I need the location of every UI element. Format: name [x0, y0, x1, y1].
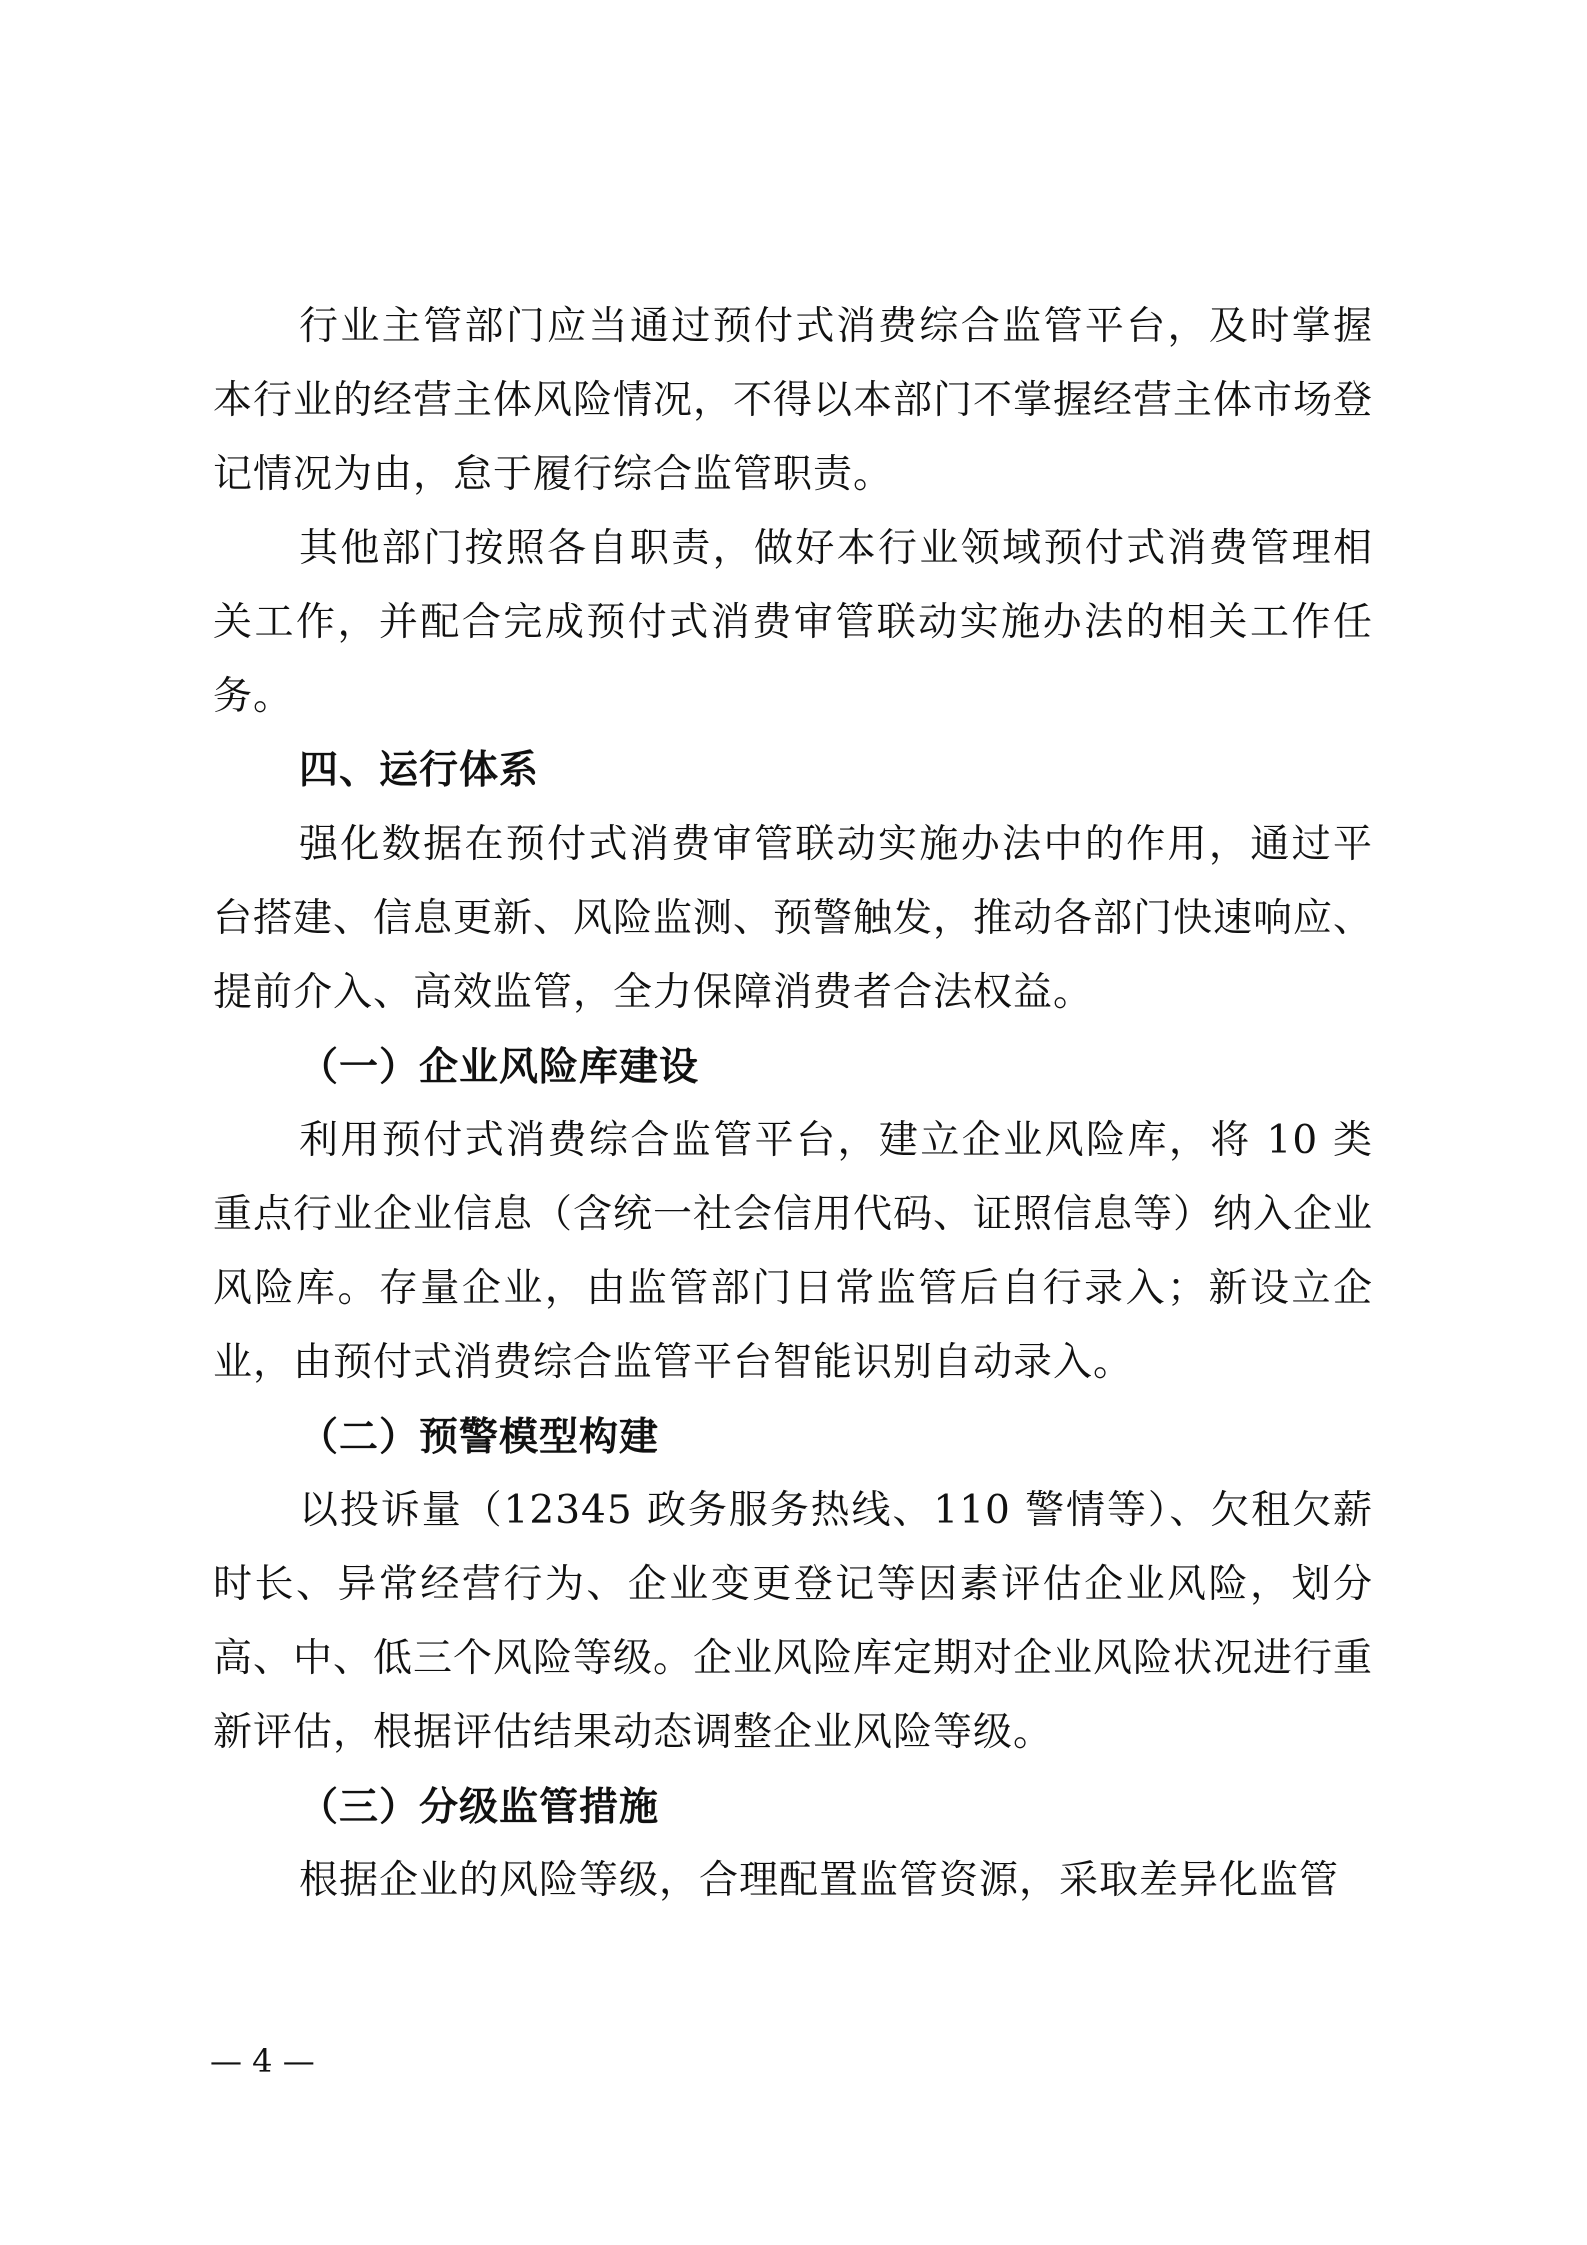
page-number: — 4 —	[210, 2042, 315, 2080]
document-body	[213, 290, 1373, 1918]
paragraph-risk-database: 利用预付式消费综合监管平台，建立企业风险库，将 10 类重点行业企业信息（含统一社会信用代码、证照信息等）纳入企业风险库。存量企业，由监管部门日常监管后自行录入；新设立企业，由预付式消费综合监管平台智能识别自动录入。	[213, 1118, 1374, 1385]
subheading-tiered-supervision: （三）分级监管措施	[299, 1784, 660, 1830]
paragraph-industry-authorities: 行业主管部门应当通过预付式消费综合监管平台，及时掌握本行业的经营主体风险情况，不得以本部门不掌握经营主体市场登记情况为由，怠于履行综合监管职责。	[213, 304, 1374, 497]
paragraph-other-departments: 其他部门按照各自职责，做好本行业领域预付式消费管理相关工作，并配合完成预付式消费审管联动实施办法的相关工作任务。	[213, 526, 1373, 719]
subheading-warning-model: （二）预警模型构建	[299, 1414, 660, 1460]
section-heading-operation-system: 四、运行体系	[299, 748, 540, 793]
paragraph-warning-model: 以投诉量（12345 政务服务热线、110 警情等）、欠租欠薪时长、异常经营行为、企业变更登记等因素评估企业风险，划分高、中、低三个风险等级。企业风险库定期对企业风险状况进行重新评估，根据评估结果动态调整企业风险等级。	[213, 1488, 1374, 1755]
subheading-risk-database: （一）企业风险库建设	[299, 1044, 700, 1090]
paragraph-tiered-supervision: 根据企业的风险等级，合理配置监管资源，采取差异化监管	[299, 1858, 1340, 1903]
paragraph-data-role: 强化数据在预付式消费审管联动实施办法中的作用，通过平台搭建、信息更新、风险监测、预警触发，推动各部门快速响应、提前介入、高效监管，全力保障消费者合法权益。	[213, 822, 1374, 1015]
